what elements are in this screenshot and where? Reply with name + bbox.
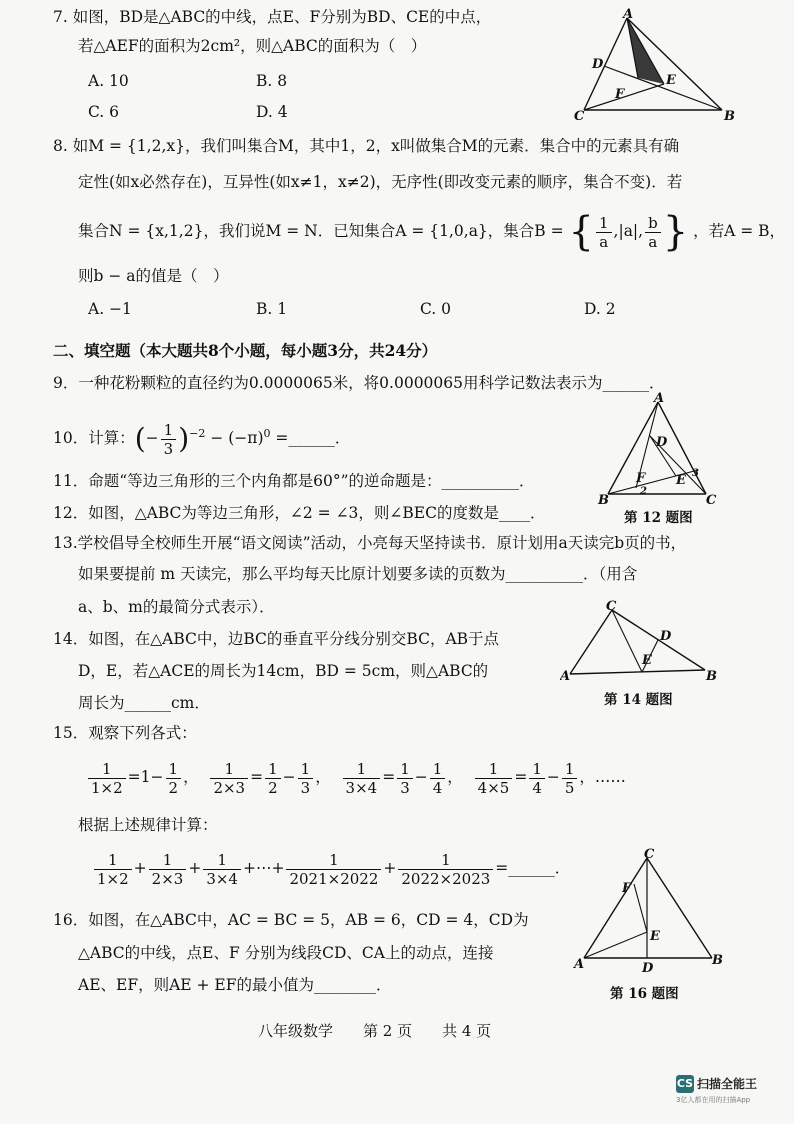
q8-option-c: C. 0 bbox=[420, 300, 452, 318]
q12-label-a: A bbox=[654, 391, 665, 406]
scanner-name: 扫描全能王 bbox=[697, 1077, 758, 1091]
q7-figure bbox=[570, 6, 735, 124]
q16-line3: AE、EF，则AE + EF的最小值为________． bbox=[78, 976, 392, 994]
q8-frac-1-over-a: $\frac{1}{a}$ bbox=[596, 214, 612, 251]
q13-line1: 13.学校倡导全校师生开展“语文阅读”活动，小亮每天坚持读书．原计划用a天读完b页的书， bbox=[53, 534, 687, 552]
q7-option-b: B. 8 bbox=[256, 72, 288, 90]
q16-label-e: E bbox=[650, 929, 660, 944]
q13-line2: 如果要提前 m 天读完，那么平均每天比原计划要多读的页数为__________．（用含 bbox=[78, 565, 638, 583]
q8-line3 bbox=[78, 209, 786, 255]
q7-option-a: A. 10 bbox=[88, 72, 129, 90]
q15-sum: $\frac{1}{1\times 2}$ + $\frac{1}{2\times 3}$ + $\frac{1}{3\times 4}$ +⋯+ $\frac{1}{2021\times 2022}$ + $\frac{1}{2022\times 2023}$ =______． bbox=[92, 848, 570, 888]
q8-frac-b-over-a: $\frac{b}{a}$ bbox=[645, 214, 661, 251]
q7-label-d: D bbox=[592, 57, 604, 72]
q7-label-c: C bbox=[574, 109, 585, 124]
q8-option-b: B. 1 bbox=[256, 300, 288, 318]
q8-option-a: A. −1 bbox=[88, 300, 132, 318]
q8-option-d: D. 2 bbox=[584, 300, 616, 318]
q16-caption: 第 16 题图 bbox=[610, 986, 679, 1002]
q8-line3-end: ，若A = B， bbox=[693, 222, 786, 240]
q14-line1: 14．如图，在△ABC中，边BC的垂直平分线分别交BC，AB于点 bbox=[53, 630, 500, 648]
q10-mid: − (−π) bbox=[205, 429, 264, 448]
q12-label-d: D bbox=[656, 435, 668, 450]
q9-text: 9．一种花粉颗粒的直径约为0.0000065米，将0.0000065用科学记数法表示为______． bbox=[53, 374, 665, 392]
q7-line1: 7. 如图，BD是△ABC的中线，点E、F分别为BD、CE的中点， bbox=[53, 8, 492, 26]
q12-label-angle3: 3 bbox=[692, 468, 699, 479]
q12-label-angle2: 2 bbox=[640, 486, 647, 497]
q14-label-e: E bbox=[642, 653, 652, 668]
q8-line1: 8. 如M = {1,2,x}，我们叫集合M，其中1，2，x叫做集合M的元素．集合中的元素具有确 bbox=[53, 137, 680, 155]
q7-label-a: A bbox=[623, 7, 634, 22]
q12-caption: 第 12 题图 bbox=[624, 510, 693, 526]
q16-line1: 16．如图，在△ABC中，AC = BC = 5，AB = 6，CD = 4，CD为 bbox=[53, 911, 529, 929]
q14-label-d: D bbox=[660, 629, 672, 644]
q16-label-f: F bbox=[622, 881, 632, 896]
q16-label-a: A bbox=[574, 957, 585, 972]
q12-label-e: E bbox=[676, 473, 686, 488]
q15-rule: 根据上述规律计算： bbox=[78, 816, 218, 834]
q8-line2: 定性(如x必然存在)，互异性(如x≠1，x≠2)，无序性(即改变元素的顺序，集合不变)．若 bbox=[78, 173, 683, 191]
q14-label-b: B bbox=[706, 669, 717, 684]
q10-expression: 10．计算：(− $\frac{1}{3}$ )$^{-2} - (-\pi)^0$ =______． bbox=[53, 420, 351, 458]
q7-option-d: D. 4 bbox=[256, 103, 288, 121]
section2-note: （本大题共8个小题，每小题3分，共24分） bbox=[130, 341, 438, 360]
q8-line4: 则b − a的值是（ ） bbox=[78, 267, 229, 285]
q8-brace-left: { bbox=[568, 209, 594, 255]
q14-figure bbox=[560, 598, 720, 684]
scanner-tagline: 3亿人都在用的扫描App bbox=[676, 1096, 751, 1104]
q10-exp1: −2 bbox=[189, 427, 206, 440]
q11-text: 11．命题“等边三角形的三个内角都是60°”的逆命题是：__________． bbox=[53, 472, 535, 490]
q13-line3: a、b、m的最简分式表示）． bbox=[78, 598, 275, 616]
q14-label-a: A bbox=[560, 669, 571, 684]
q12-label-b: B bbox=[598, 493, 609, 508]
page-footer: 八年级数学 第 2 页 共 4 页 bbox=[258, 1022, 492, 1040]
q15-title: 15．观察下列各式： bbox=[53, 724, 197, 742]
q12-label-c: C bbox=[706, 493, 717, 508]
q7-label-f: F bbox=[615, 87, 625, 102]
q10-frac: $\frac{1}{3}$ bbox=[161, 421, 177, 458]
q7-label-b: B bbox=[724, 109, 735, 124]
section2-heading bbox=[53, 340, 437, 362]
q10-exp2: 0 bbox=[263, 427, 271, 440]
q14-label-c: C bbox=[606, 599, 617, 614]
q14-caption: 第 14 题图 bbox=[604, 692, 673, 708]
q12-figure bbox=[596, 390, 724, 508]
scanner-watermark bbox=[676, 1073, 758, 1104]
q7-line2: 若△AEF的面积为2cm²，则△ABC的面积为（ ） bbox=[78, 37, 427, 55]
q8-brace-right: } bbox=[662, 209, 689, 255]
q10-post: =______． bbox=[270, 429, 351, 448]
q8-line3-start: 集合N = {x,1,2}，我们说M = N．已知集合A = {1,0,a}，集合B = bbox=[78, 222, 564, 240]
q16-label-d: D bbox=[642, 961, 654, 976]
q12-label-f: F bbox=[636, 471, 646, 486]
scanner-logo-icon: CS bbox=[676, 1075, 694, 1093]
q14-line2: D，E，若△ACE的周长为14cm，BD = 5cm，则△ABC的 bbox=[78, 662, 489, 680]
q16-label-c: C bbox=[644, 847, 655, 862]
q14-line3: 周长为______cm． bbox=[78, 694, 210, 712]
q7-option-c: C. 6 bbox=[88, 103, 120, 121]
q10-label: 10．计算： bbox=[53, 429, 135, 448]
q16-label-b: B bbox=[712, 953, 723, 968]
q7-label-e: E bbox=[666, 73, 676, 88]
q12-text: 12．如图，△ABC为等边三角形，∠2 = ∠3，则∠BEC的度数是____． bbox=[53, 504, 546, 522]
q8-abs-a: ,|a|, bbox=[613, 222, 644, 240]
section2-title: 二、填空题 bbox=[53, 341, 131, 360]
q16-figure bbox=[572, 846, 732, 978]
q16-line2: △ABC的中线，点E、F 分别为线段CD、CA上的动点，连接 bbox=[78, 944, 494, 962]
q15-pattern-row: $\frac{1}{1\times 2}$ =1− $\frac{1}{2}$ ， $\frac{1}{2\times 3}$ = $\frac{1}{2}$ − $\frac{1}{3}$ ， $\frac{1}{3\times 4}$ = $\frac{1}{3}$ − $\frac{1}{4}$ ， $\frac{1}{4\times 5}$ = $\frac{1}{4}$ − $\frac{1}{5}$ ，…… bbox=[86, 757, 626, 797]
